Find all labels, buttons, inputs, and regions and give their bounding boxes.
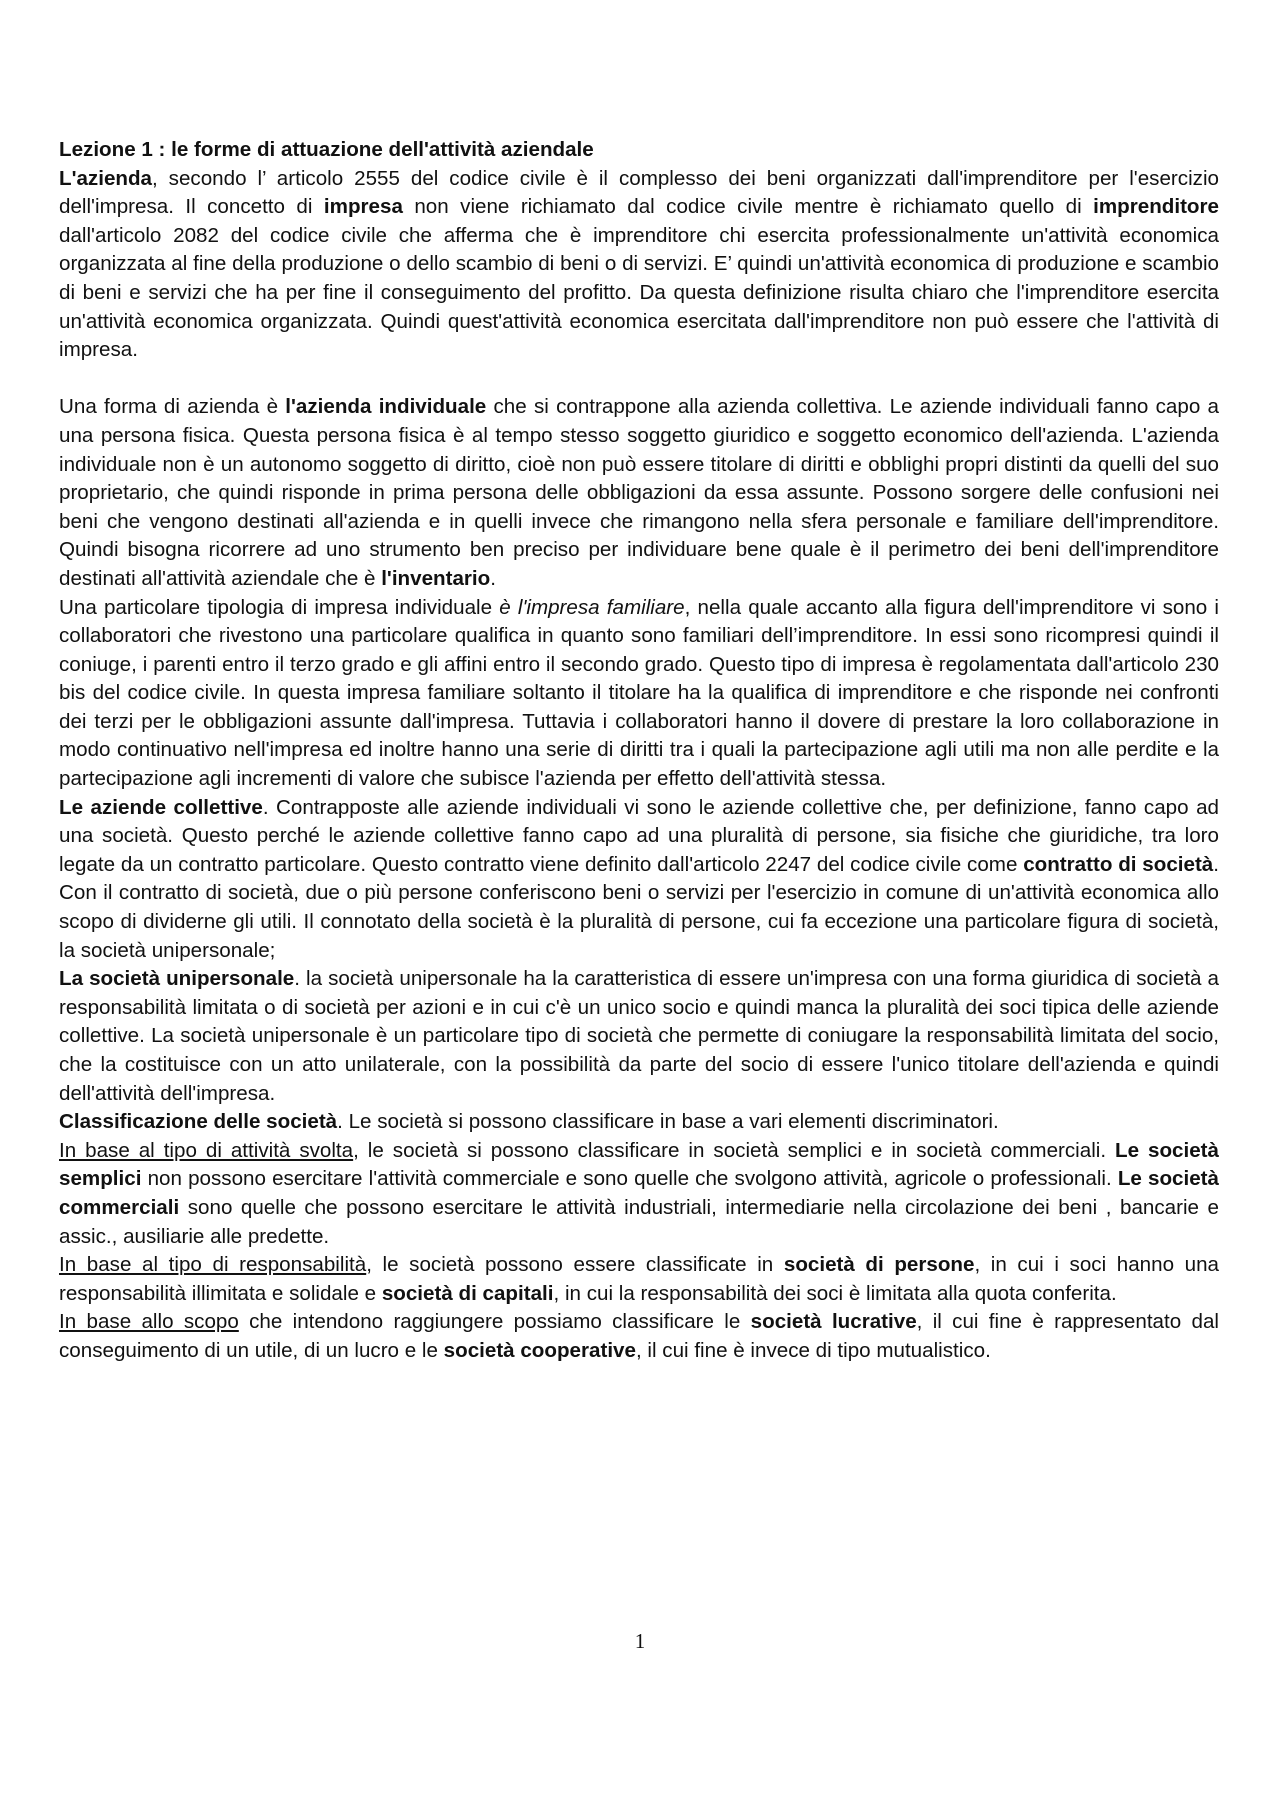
paragraph-societa-unipersonale: La società unipersonale. la società unipersonale ha la caratteristica di essere un'impresa con una forma giuridica di società a responsabilità limitata o di società per azioni e in cui c'è un unico socio e quindi manca la pluralità dei soci tipica delle aziende collettive. La società unipersonale è un particolare tipo di società che permette di coniugare la responsabilità limitata del socio, che la costituisce con un atto unilaterale, con la possibilità da parte del socio di essere l'unico titolare dell'azienda e quindi dell'attività dell'impresa. (59, 967, 1219, 1105)
paragraph-tipo-attivita: In base al tipo di attività svolta, le società si possono classificare in società semplici e in società commerciali. Le società semplici non possono esercitare l'attività commerciale e sono quelle che svolgono attività, agricole o professionali. Le società commerciali sono quelle che possono esercitare le attività industriali, intermediarie nella circolazione dei beni , bancarie e assic., ausiliarie alle predette. (59, 1138, 1219, 1248)
term-impresa-familiare: è l'impresa familiare (499, 595, 685, 619)
term-imprenditore: imprenditore (1093, 195, 1219, 219)
term-azienda-individuale: l'azienda individuale (285, 395, 487, 419)
paragraph-spacer (59, 365, 1219, 394)
term-inventario: l'inventario (381, 566, 491, 590)
term-tipo-responsabilita: In base al tipo di responsabilità (59, 1253, 367, 1277)
term-societa-commerciali: Le società commerciali (59, 1167, 1219, 1219)
term-societa-lucrative: società lucrative (750, 1310, 917, 1334)
paragraph-classificazione: Classificazione delle società. Le società si possono classificare in base a vari elementi discriminatori. (59, 1110, 999, 1134)
term-classificazione: Classificazione delle società (59, 1110, 338, 1134)
page-number: 1 (634, 1629, 646, 1653)
term-societa-unipersonale: La società unipersonale (59, 967, 295, 991)
term-azienda: L'azienda (59, 166, 153, 190)
lesson-title: Lezione 1 : le forme di attuazione dell'attività aziendale (59, 138, 594, 161)
paragraph-aziende-collettive: Le aziende collettive. Contrapposte alle aziende individuali vi sono le aziende collettive che, per definizione, fanno capo ad una società. Questo perché le aziende collettive fanno capo ad una pluralità di persone, sia fisiche che giuridiche, tra loro legate da un contratto particolare. Questo contratto viene definito dall'articolo 2247 del codice civile come contratto di società. Con il contratto di società, due o più persone conferiscono beni o servizi per l'esercizio in comune di un'attività economica allo scopo di dividerne gli utili. Il connotato della società è la pluralità di persone, cui fa eccezione una particolare figura di società, la società unipersonale; (59, 795, 1219, 962)
term-societa-di-capitali: società di capitali (381, 1281, 554, 1305)
term-societa-di-persone: società di persone (783, 1253, 975, 1277)
paragraph-azienda: L'azienda, secondo l’ articolo 2555 del codice civile è il complesso dei beni organizzati dall'imprenditore per l'esercizio dell'impresa. Il concetto di impresa non viene richiamato dal codice civile mentre è richiamato quello di imprenditore dall'articolo 2082 del codice civile che afferma che è imprenditore chi esercita professionalmente un'attività economica organizzata al fine della produzione o dello scambio di beni o di servizi. E’ quindi un'attività economica di produzione e scambio di beni e servizi che ha per fine il conseguimento del profitto. Da questa definizione risulta chiaro che l'imprenditore esercita un'attività economica organizzata. Quindi quest'attività economica esercitata dall'imprenditore non può essere che l'attività di impresa. (59, 166, 1219, 362)
term-aziende-collettive: Le aziende collettive (59, 795, 263, 819)
paragraph-impresa-familiare: Una particolare tipologia di impresa individuale è l'impresa familiare, nella quale accanto alla figura dell'imprenditore vi sono i collaboratori che rivestono una particolare qualifica in quanto sono familiari dell’imprenditore. In essi sono ricompresi quindi il coniuge, i parenti entro il terzo grado e gli affini entro il secondo grado. Questo tipo di impresa è regolamentata dall'articolo 230 bis del codice civile. In questa impresa familiare soltanto il titolare ha la qualifica di imprenditore e che risponde nei confronti dei terzi per le obbligazioni assunte dall'impresa. Tuttavia i collaboratori hanno il dovere di prestare la loro collaborazione in modo continuativo nell'impresa ed inoltre hanno una serie di diritti tra i quali la partecipazione agli utili ma non alle perdite e la partecipazione agli incrementi di valore che subisce l'azienda per effetto dell'attività stessa. (59, 595, 1220, 791)
paragraph-scopo: In base allo scopo che intendono raggiungere possiamo classificare le società lucrative, il cui fine è rappresentato dal conseguimento di un utile, di un lucro e le società cooperative, il cui fine è invece di tipo mutualistico. (59, 1310, 1219, 1362)
document-body (59, 136, 1219, 1366)
term-contratto-di-societa: contratto di società (1023, 852, 1214, 876)
term-tipo-attivita: In base al tipo di attività svolta (59, 1138, 354, 1162)
paragraph-tipo-responsabilita: In base al tipo di responsabilità, le società possono essere classificate in società di persone, in cui i soci hanno una responsabilità illimitata e solidale e società di capitali, in cui la responsabilità dei soci è limitata alla quota conferita. (59, 1253, 1219, 1305)
term-scopo: In base allo scopo (59, 1310, 239, 1334)
paragraph-azienda-individuale: Una forma di azienda è l'azienda individuale che si contrappone alla azienda collettiva. Le aziende individuali fanno capo a una persona fisica. Questa persona fisica è al tempo stesso soggetto giuridico e soggetto economico dell'azienda. L'azienda individuale non è un autonomo soggetto di diritto, cioè non può essere titolare di diritti e obblighi propri distinti da quelli del suo proprietario, che quindi risponde in prima persona delle obbligazioni da essa assunte. Possono sorgere delle confusioni nei beni che vengono destinati all'azienda e in quelli invece che rimangono nella sfera personale e familiare dell'imprenditore. Quindi bisogna ricorrere ad uno strumento ben preciso per individuare bene quale è il perimetro dei beni dell'imprenditore destinati all'attività aziendale che è l'inventario. (59, 395, 1219, 590)
term-societa-cooperative: società cooperative (443, 1338, 636, 1362)
term-societa-semplici: Le società semplici (59, 1138, 1219, 1191)
term-impresa: impresa (323, 195, 403, 219)
